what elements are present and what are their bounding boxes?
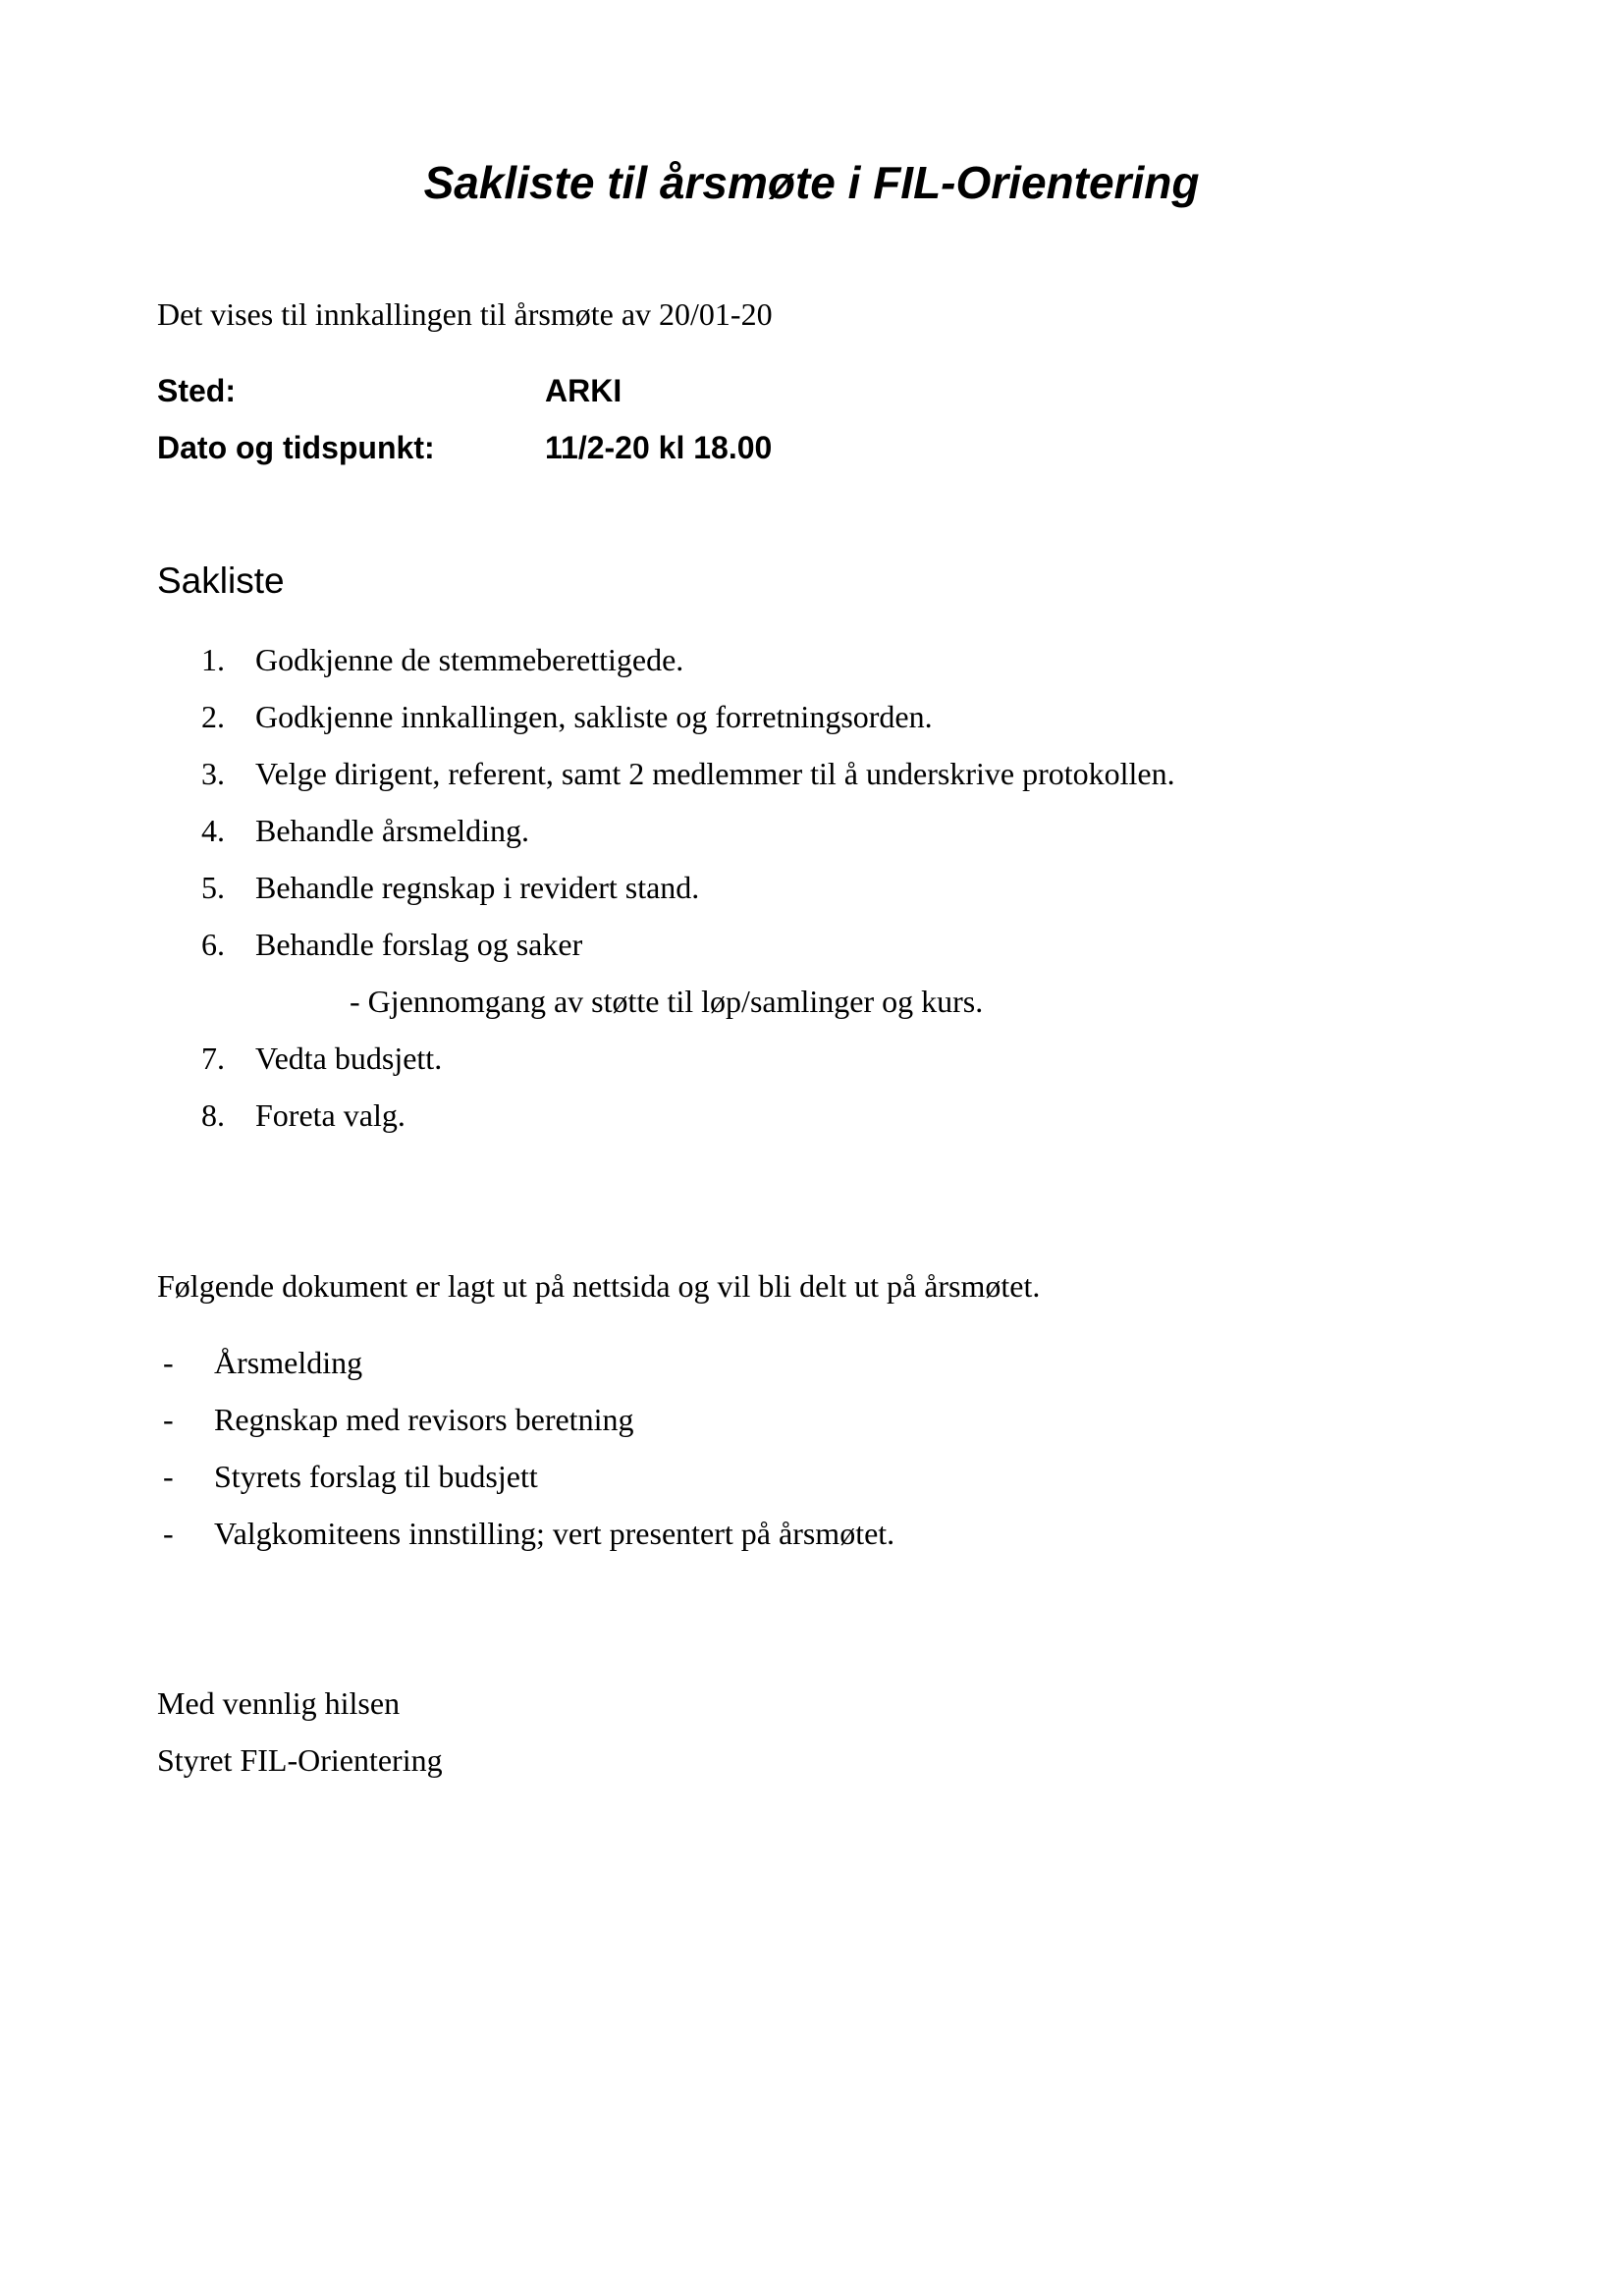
document-list-item-text: Årsmelding (214, 1345, 363, 1380)
document-list-item-text: Styrets forslag til budsjett (214, 1459, 538, 1494)
dash-bullet: - (163, 1402, 174, 1437)
agenda-item (0, 754, 1623, 793)
agenda-subitem-text: - Gjennomgang av støtte til løp/samlinger og kurs. (350, 984, 984, 1019)
agenda-item (0, 925, 1623, 964)
closing-signature: Styret FIL-Orientering (157, 1742, 443, 1778)
agenda-item-text: Foreta valg. (255, 1097, 406, 1133)
document-list-item (0, 1514, 1623, 1553)
agenda-item-number: 2. (201, 699, 225, 734)
agenda-item-text: Vedta budsjett. (255, 1041, 443, 1076)
document-title: Sakliste til årsmøte i FIL-Orientering (423, 157, 1200, 208)
agenda-item-text: Behandle årsmelding. (255, 813, 530, 848)
document-list-item-text: Valgkomiteens innstilling; vert presentert på årsmøtet. (214, 1516, 895, 1551)
agenda-subitem (0, 982, 1623, 1021)
agenda-item-text: Behandle forslag og saker (255, 927, 583, 962)
agenda-item (0, 640, 1623, 679)
agenda-heading: Sakliste (157, 561, 285, 601)
meta-label-place: Sted: (157, 373, 236, 408)
agenda-item-number: 5. (201, 870, 225, 905)
agenda-item-number: 3. (201, 756, 225, 791)
agenda-item (0, 811, 1623, 850)
intro-text: Det vises til innkallingen til årsmøte av 20/01-20 (157, 296, 773, 332)
agenda-item-number: 6. (201, 927, 225, 962)
agenda-item-number: 7. (201, 1041, 225, 1076)
document-list-item (0, 1457, 1623, 1496)
agenda-item-text: Behandle regnskap i revidert stand. (255, 870, 700, 905)
document-list-item (0, 1400, 1623, 1439)
document-list-item-text: Regnskap med revisors beretning (214, 1402, 634, 1437)
agenda-item (0, 1095, 1623, 1135)
agenda-item-text: Godkjenne innkallingen, sakliste og forretningsorden. (255, 699, 933, 734)
agenda-item-number: 8. (201, 1097, 225, 1133)
meta-value-datetime: 11/2-20 kl 18.00 (545, 430, 773, 465)
meta-label-datetime: Dato og tidspunkt: (157, 430, 435, 465)
agenda-item-number: 4. (201, 813, 225, 848)
agenda-item-number: 1. (201, 642, 225, 677)
agenda-item (0, 697, 1623, 736)
documents-intro: Følgende dokument er lagt ut på nettsida og vil bli delt ut på årsmøtet. (157, 1268, 1041, 1304)
agenda-item (0, 868, 1623, 907)
agenda-item-text: Velge dirigent, referent, samt 2 medlemmer til å underskrive protokollen. (255, 756, 1175, 791)
document-list-item (0, 1343, 1623, 1382)
agenda-item-text: Godkjenne de stemmeberettigede. (255, 642, 684, 677)
meta-value-place: ARKI (545, 373, 622, 408)
closing-greeting: Med vennlig hilsen (157, 1685, 401, 1721)
dash-bullet: - (163, 1459, 174, 1494)
dash-bullet: - (163, 1516, 174, 1551)
agenda-item (0, 1039, 1623, 1078)
dash-bullet: - (163, 1345, 174, 1380)
